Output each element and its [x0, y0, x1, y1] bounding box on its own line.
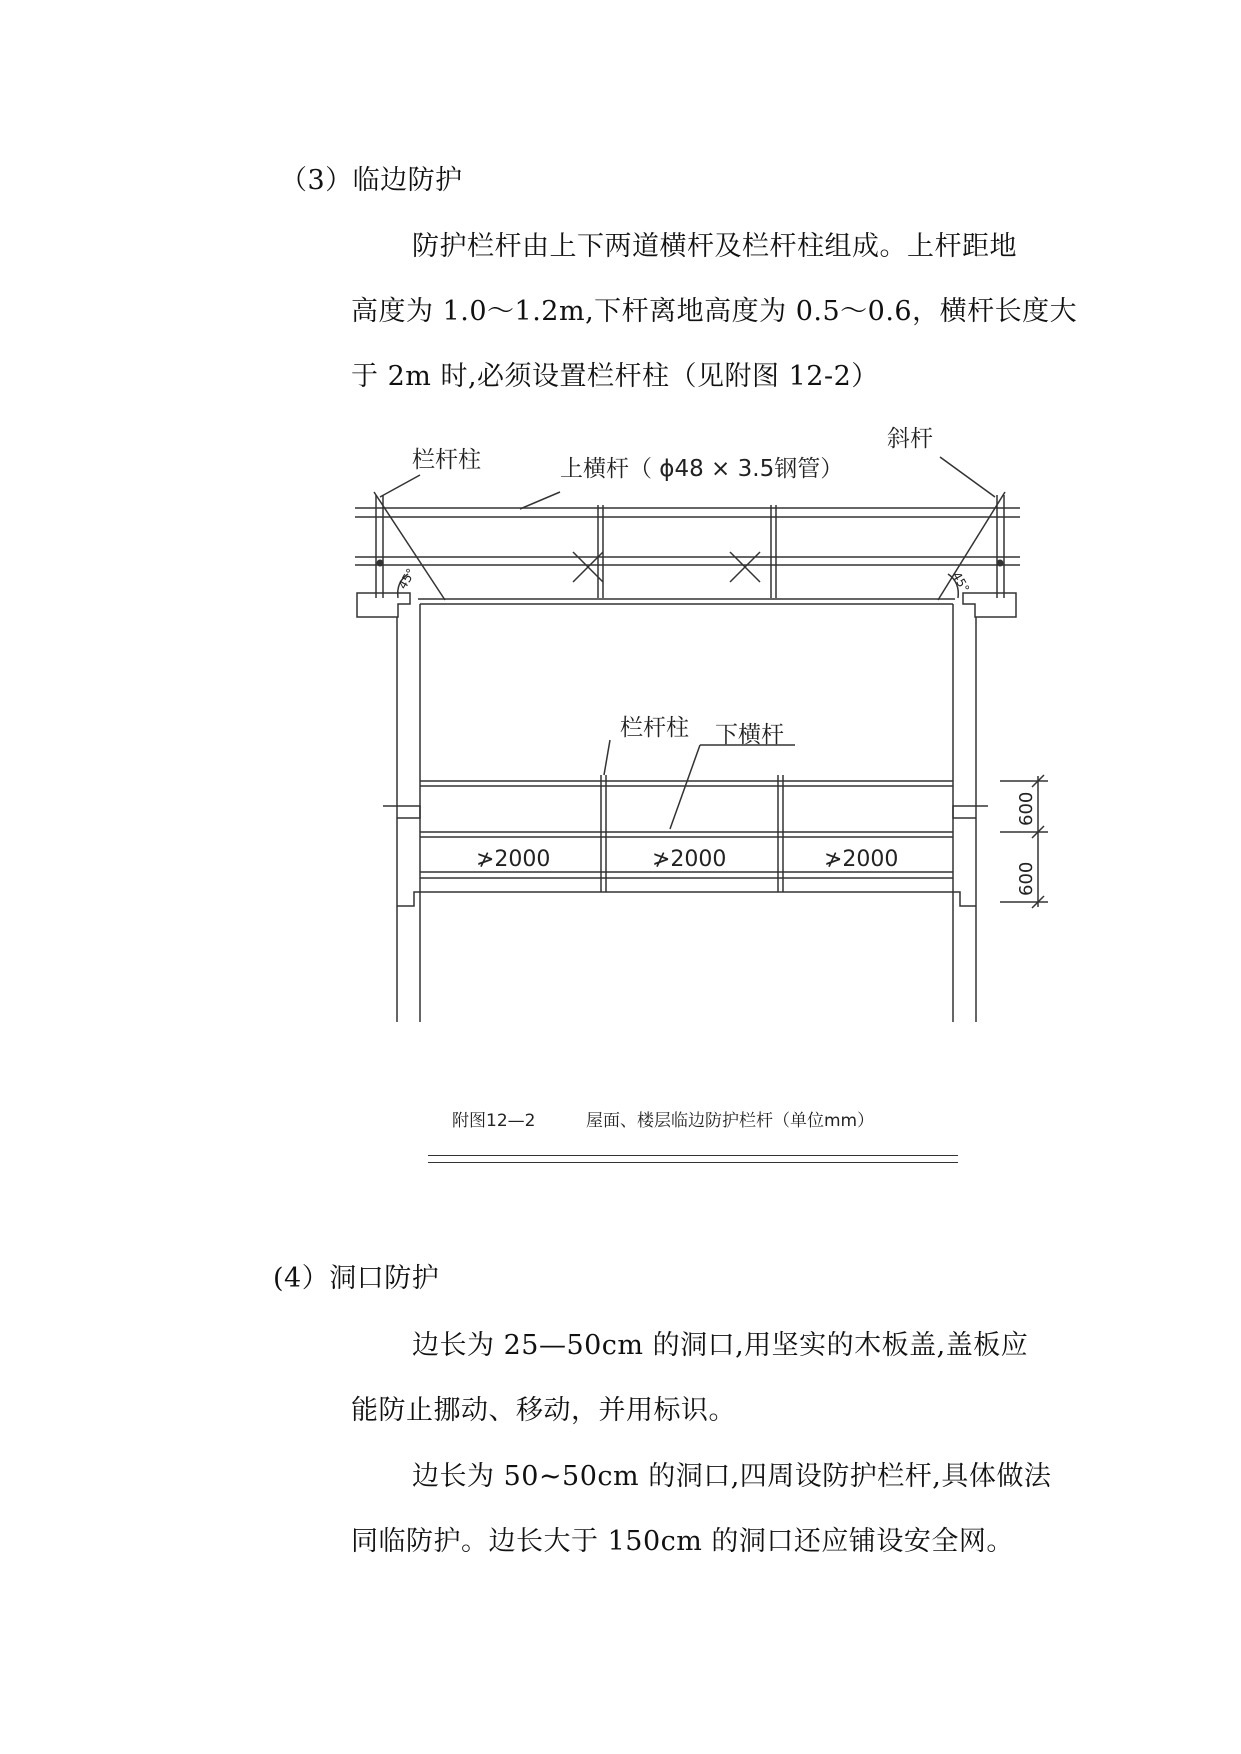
caption-number: 附图12—2: [452, 1111, 536, 1131]
leader-brace: [940, 457, 995, 497]
left-floor-ledge: [383, 806, 420, 818]
leader-top-rail: [520, 492, 560, 509]
spacing-label-2: ≯2000: [652, 847, 727, 872]
leader-post-mid: [604, 740, 610, 775]
caption-title: 屋面、楼层临边防护栏杆（单位mm）: [586, 1111, 875, 1131]
joint-right: [997, 560, 1004, 567]
caption-rule-upper: [428, 1155, 958, 1156]
section-4-paragraph-2-line-1: 边长为 50~50cm 的洞口,四周设防护栏杆,具体做法: [412, 1461, 1052, 1492]
caption-rule-lower: [428, 1162, 958, 1163]
section-4-paragraph-2-line-2: 同临防护。边长大于 150cm 的洞口还应铺设安全网。: [351, 1526, 1014, 1557]
right-parapet-cap: [963, 593, 1016, 617]
right-floor-slab-edge: [953, 892, 976, 906]
section-3-paragraph-line-2: 高度为 1.0～1.2m,下杆离地高度为 0.5～0.6，横杆长度大: [351, 296, 1078, 327]
section-4-heading: (4）洞口防护: [273, 1263, 440, 1294]
spacing-label-1: ≯2000: [476, 847, 551, 872]
section-4-paragraph-1-line-1: 边长为 25—50cm 的洞口,用坚实的木板盖,盖板应: [412, 1330, 1029, 1361]
left-floor-slab-edge: [397, 892, 420, 906]
section-4-paragraph-1-line-2: 能防止挪动、移动，并用标识。: [351, 1395, 736, 1426]
right-floor-ledge: [953, 806, 988, 818]
angle-right: 45°: [949, 569, 973, 595]
dimension-lower: 600: [1016, 861, 1037, 896]
leader-bottom-rail: [670, 745, 700, 829]
diagram-lines: [355, 457, 1048, 1022]
angle-left: 45°: [395, 566, 419, 592]
label-brace: 斜杆: [887, 426, 933, 452]
section-3-paragraph-line-3: 于 2m 时,必须设置栏杆柱（见附图 12-2）: [351, 361, 879, 392]
section-3-paragraph-line-1: 防护栏杆由上下两道横杆及栏杆柱组成。上杆距地: [412, 231, 1017, 262]
label-post-top: 栏杆柱: [412, 447, 481, 473]
label-bottom-rail: 下横杆: [715, 722, 784, 748]
label-post-mid: 栏杆柱: [620, 715, 689, 741]
spacing-label-3: ≯2000: [824, 847, 899, 872]
dimension-upper: 600: [1016, 791, 1037, 826]
joint-left: [377, 560, 384, 567]
section-3-heading: （3）临边防护: [280, 165, 463, 196]
label-top-rail: 上横杆（ ϕ48 × 3.5钢管）: [560, 456, 844, 482]
leader-post-top: [380, 475, 420, 497]
